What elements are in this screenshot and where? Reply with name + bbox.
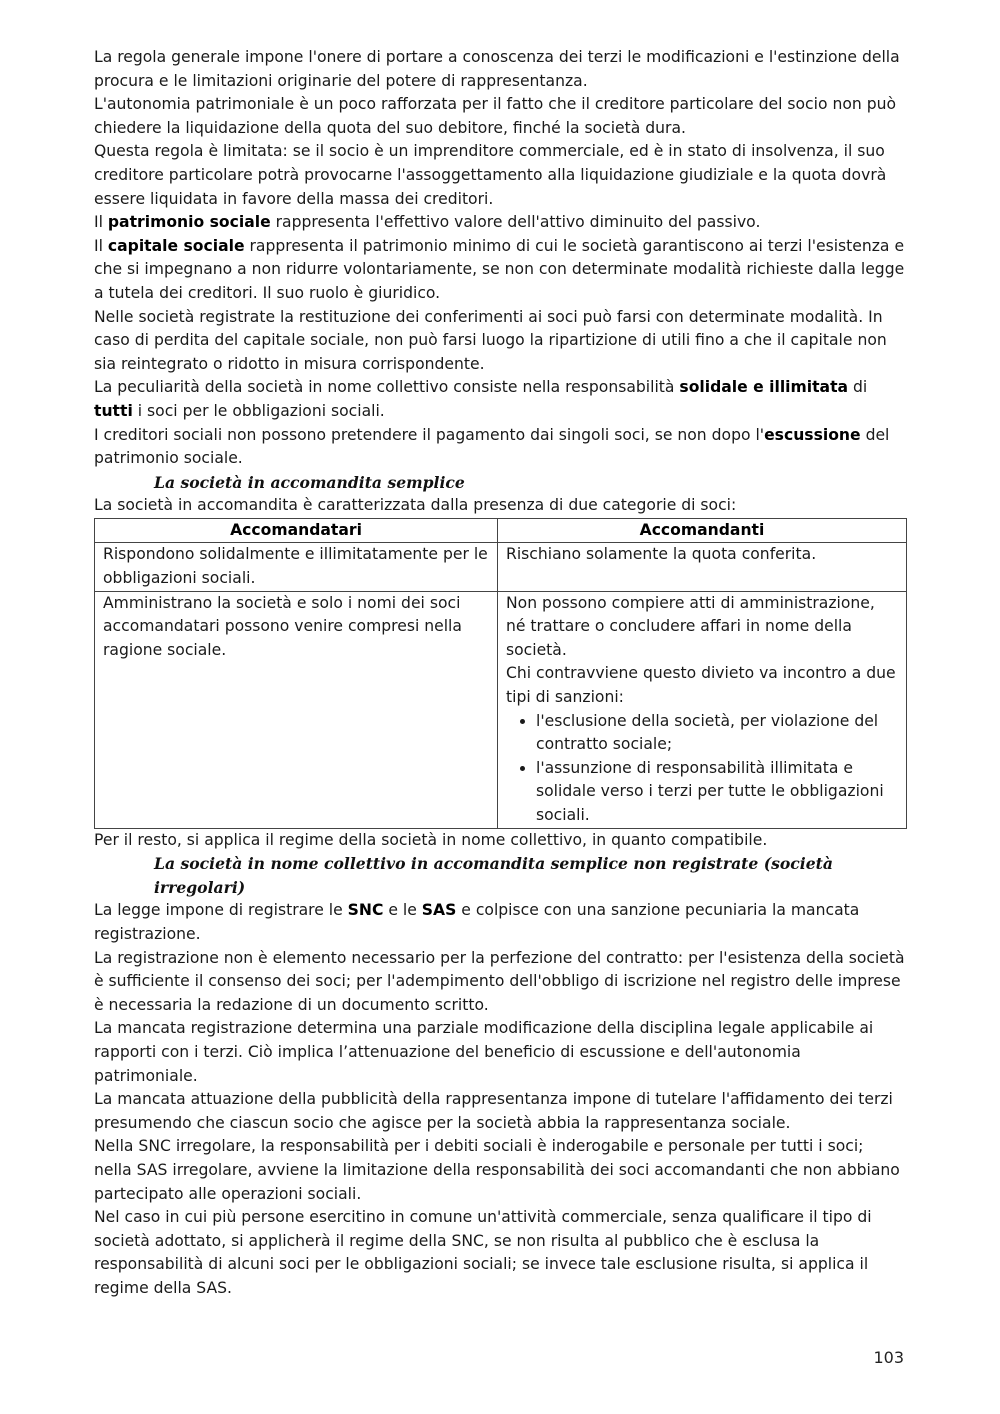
- paragraph: [94, 424, 906, 471]
- cell-paragraph: Non possono compiere atti di amministrazione, né trattare o concludere affari in nome della società.: [506, 593, 875, 659]
- cell-paragraph: Chi contravviene questo divieto va incontro a due tipi di sanzioni:: [506, 664, 896, 707]
- paragraph: La regola generale impone l'onere di portare a conoscenza dei terzi le modificazioni e l'estinzione della procura e le limitazioni originarie del potere di rappresentanza.: [94, 48, 900, 90]
- bold-term: escussione: [764, 425, 861, 444]
- bold-term: SNC: [347, 901, 384, 920]
- paragraph: Nella SNC irregolare, la responsabilità per i debiti sociali è inderogabile e personale per tutti i soci; nella SAS irregolare, avviene la limitazione della responsabilità dei soci accomandanti che non abbiano partecipato alle operazioni sociali.: [94, 1137, 900, 1203]
- text: I creditori sociali non possono pretendere il pagamento dai singoli soci, se non dopo l': [94, 425, 765, 444]
- bold-term: capitale sociale: [107, 236, 245, 255]
- paragraph: Questa regola è limitata: se il socio è un imprenditore commerciale, ed è in stato di insolvenza, il suo creditore particolare potrà provocarne l'assoggettamento alla liquidazione giudiziale e la quota dovrà essere liquidata in favore della massa dei creditori.: [94, 142, 887, 208]
- paragraph: [94, 211, 906, 235]
- text: e colpisce con una sanzione pecuniaria la mancata registrazione.: [94, 901, 860, 943]
- table-cell: [498, 591, 907, 828]
- paragraph: La società in accomandita è caratterizzata dalla presenza di due categorie di soci:: [94, 496, 737, 515]
- paragraph: Per il resto, si applica il regime della società in nome collettivo, in quanto compatibile.: [94, 830, 768, 849]
- partners-table: [94, 518, 907, 829]
- bold-term: SAS: [421, 901, 457, 920]
- table-header-cell: Accomandatari: [95, 518, 498, 543]
- section-heading: La società in accomandita semplice: [154, 472, 465, 492]
- table-cell: Rispondono solidalmente e illimitatamente per le obbligazioni sociali.: [95, 543, 498, 591]
- text: Il: [94, 213, 108, 232]
- text: del patrimonio sociale.: [94, 425, 890, 468]
- table-row: [95, 543, 907, 591]
- bold-term: patrimonio sociale: [107, 213, 271, 232]
- text: rappresenta il patrimonio minimo di cui le società garantiscono ai terzi l'esistenza e che si impegnano a non ridurre volontariamente, se non con determinate modalità richieste dalla legge a tutela dei creditori. Il suo ruolo è giuridico.: [94, 236, 905, 302]
- paragraph: La mancata registrazione determina una parziale modificazione della disciplina legale applicabile ai rapporti con i terzi. Ciò implica l’attenuazione del beneficio di escussione e dell'autonomia patrimoniale.: [94, 1019, 874, 1085]
- paragraph: Nel caso in cui più persone esercitino in comune un'attività commerciale, senza qualificare il tipo di società adottato, si applicherà il regime della SNC, se non risulta al pubblico che è esclusa la responsabilità di alcuni soci per le obbligazioni sociali; se invece tale esclusione risulta, si applica il regime della SAS.: [94, 1208, 872, 1297]
- text: i soci per le obbligazioni sociali.: [132, 401, 385, 420]
- bold-term: tutti: [94, 401, 133, 420]
- text: e le: [383, 901, 422, 920]
- paragraph: La mancata attuazione della pubblicità della rappresentanza impone di tutelare l'affidamento dei terzi presumendo che ciascun socio che agisce per la società abbia la rappresentanza sociale.: [94, 1090, 893, 1132]
- table-header-cell: Accomandanti: [498, 518, 907, 543]
- page-number: 103: [873, 1348, 904, 1367]
- table-cell: Amministrano la società e solo i nomi dei soci accomandatari possono venire compresi nella ragione sociale.: [95, 591, 498, 828]
- paragraph: L'autonomia patrimoniale è un poco rafforzata per il fatto che il creditore particolare del socio non può chiedere la liquidazione della quota del suo debitore, finché la società dura.: [94, 95, 897, 137]
- table-header-row: [95, 518, 907, 543]
- sanctions-list: [506, 710, 898, 828]
- list-item: • l'assunzione di responsabilità illimitata e solidale verso i terzi per tutte le obbligazioni sociali.: [536, 757, 898, 828]
- paragraph: Nelle società registrate la restituzione dei conferimenti ai soci può farsi con determinate modalità. In caso di perdita del capitale sociale, non può farsi luogo la ripartizione di utili fino a che il capitale non sia reintegrato o ridotto in misura corrispondente.: [94, 307, 887, 373]
- section-heading: La società in nome collettivo in accomandita semplice non registrate (società irregolari): [154, 854, 833, 897]
- paragraph: La registrazione non è elemento necessario per la perfezione del contratto: per l'esistenza della società è sufficiente il consenso dei soci; per l'adempimento dell'obbligo di iscrizione nel registro delle imprese è necessaria la redazione di un documento scritto.: [94, 948, 905, 1014]
- table-row: [95, 591, 907, 828]
- document-page: [94, 46, 906, 1300]
- paragraph: [94, 376, 906, 423]
- paragraph: [94, 235, 906, 306]
- text: La legge impone di registrare le: [94, 901, 348, 920]
- bold-term: solidale e illimitata: [679, 378, 849, 397]
- list-item: • l'esclusione della società, per violazione del contratto sociale;: [536, 710, 898, 757]
- text: rappresenta l'effettivo valore dell'attivo diminuito del passivo.: [270, 213, 761, 232]
- text: di: [848, 378, 868, 397]
- table-cell: Rischiano solamente la quota conferita.: [498, 543, 907, 591]
- text: La peculiarità della società in nome collettivo consiste nella responsabilità: [94, 378, 680, 397]
- paragraph: [94, 899, 906, 946]
- text: Il: [94, 236, 108, 255]
